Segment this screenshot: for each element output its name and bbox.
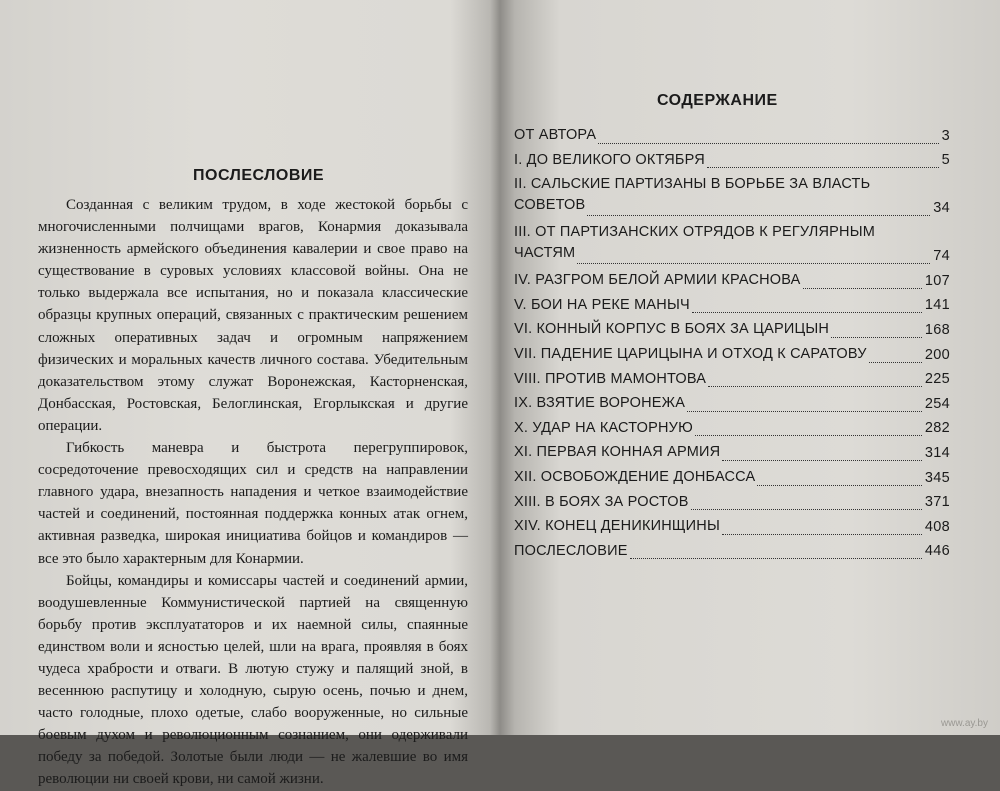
toc-title: ОТ АВТОРА: [514, 127, 597, 143]
toc-page: 34: [933, 200, 950, 217]
toc-entry: [514, 222, 950, 270]
toc-page: 225: [924, 371, 950, 388]
contents-heading: СОДЕРЖАНИЕ: [657, 92, 778, 109]
right-page: [502, 0, 1000, 735]
toc-leader: [695, 435, 922, 436]
toc-title: I. ДО ВЕЛИКОГО ОКТЯБРЯ: [514, 151, 705, 168]
toc-title: XI. ПЕРВАЯ КОННАЯ АРМИЯ: [514, 444, 721, 461]
toc-leader: [722, 460, 922, 461]
left-page: [0, 0, 498, 788]
paragraph-2: Гибкость маневра и быстрота перегруппировок, сосредоточение превосходящих сил и средств на направлении главного удара, внезапность нападения и четкое взаимодействие частей и соединений, постоянная поддержка конных атак огнем, активная разведка, широкая инициатива бойцов и командиров — все это было характерным для Конармии.: [38, 440, 468, 567]
toc-leader: [587, 215, 930, 216]
toc-entry: [514, 150, 950, 175]
toc-title: XII. ОСВОБОЖДЕНИЕ ДОНБАССА: [514, 468, 756, 485]
table-of-contents: [514, 125, 950, 565]
toc-entry: [514, 492, 950, 517]
afterword-text: [38, 194, 468, 791]
paragraph-1: Созданная с великим трудом, в ходе жестокой борьбы с многочисленными полчищами врагов, Конармия доказывала жизненность армейского объединения кавалерии и свое право на существование в суровых условиях классовой войны. Она не только выдержала все испытания, но и показала классические образцы крупных операций, связанных с практическим решением сложных оперативных задач и огромным напряжением физических и моральных качеств личного состава. Убедительным доказательством этому служат Воронежская, Касторненская, Донбасская, Ростовская, Белоглинская, Егорлыкская и другие операции.: [38, 197, 468, 434]
toc-entry: [514, 295, 950, 320]
toc-page: 314: [924, 444, 950, 461]
toc-entry: [514, 442, 950, 467]
toc-entry: [514, 467, 950, 492]
toc-page: 5: [941, 152, 950, 169]
paragraph-3: Бойцы, командиры и комиссары частей и соединений армии, воодушевленные Коммунистической партией на священную борьбу против эксплуататоров и их наемной силы, спаянные единством воли и ясностью целей, шли на врага, проявляя в боях чудеса храбрости и отваги. В лютую стужу и палящий зной, в весеннюю распутицу и холодную, сырую осень, почью и днем, часто голодные, плохо одетые, слабо вооруженные, но сильные боевым духом и революционным сознанием, они одерживали победу за победой. Золотые были люди — не жалевшие во имя революции ни своей крови, ни самой жизни.: [38, 572, 468, 788]
toc-leader: [692, 312, 922, 313]
toc-page: 282: [924, 420, 950, 437]
toc-leader: [722, 534, 922, 535]
toc-entry: [514, 174, 950, 222]
toc-page: 74: [933, 248, 950, 265]
toc-entry: [514, 369, 950, 394]
toc-entry: [514, 393, 950, 418]
toc-leader: [707, 167, 939, 168]
toc-entry: [514, 418, 950, 443]
toc-page: 345: [924, 469, 950, 486]
toc-title: IV. РАЗГРОМ БЕЛОЙ АРМИИ КРАСНОВА: [514, 272, 801, 289]
toc-page: 254: [924, 395, 950, 412]
toc-leader: [803, 288, 922, 289]
toc-title: ПОСЛЕСЛОВИЕ: [514, 542, 628, 559]
toc-entry: [514, 319, 950, 344]
toc-page: 168: [924, 321, 950, 338]
toc-leader: [598, 143, 938, 144]
toc-page: 3: [941, 127, 950, 144]
toc-page: 371: [924, 494, 950, 511]
toc-entry: [514, 270, 950, 295]
toc-page: 107: [924, 272, 950, 289]
toc-leader: [577, 263, 930, 264]
toc-title: XIII. В БОЯХ ЗА РОСТОВ: [514, 493, 689, 510]
toc-page: 446: [924, 543, 950, 560]
toc-leader: [630, 558, 922, 559]
toc-title: XIV. КОНЕЦ ДЕНИКИНЩИНЫ: [514, 518, 721, 535]
toc-leader: [687, 411, 922, 412]
toc-leader: [708, 386, 922, 387]
toc-title: X. УДАР НА КАСТОРНУЮ: [514, 419, 693, 436]
toc-page: 408: [924, 518, 950, 535]
toc-title: VI. КОННЫЙ КОРПУС В БОЯХ ЗА ЦАРИЦЫН: [514, 321, 830, 338]
toc-title: VIII. ПРОТИВ МАМОНТОВА: [514, 370, 707, 387]
toc-leader: [691, 509, 922, 510]
toc-page: 141: [924, 297, 950, 314]
watermark: www.ay.by: [940, 718, 988, 729]
afterword-heading: ПОСЛЕСЛОВИЕ: [193, 167, 325, 184]
toc-title: IX. ВЗЯТИЕ ВОРОНЕЖА: [514, 395, 686, 412]
toc-entry: [514, 541, 950, 566]
toc-title: III. ОТ ПАРТИЗАНСКИХ ОТРЯДОВ К РЕГУЛЯРНЫМ ЧАСТЯМ: [514, 224, 876, 262]
toc-leader: [869, 362, 922, 363]
toc-title: VII. ПАДЕНИЕ ЦАРИЦЫНА И ОТХОД К САРАТОВУ: [514, 345, 867, 362]
toc-title: II. САЛЬСКИЕ ПАРТИЗАНЫ В БОРЬБЕ ЗА ВЛАСТЬ СОВЕТОВ: [514, 176, 871, 214]
toc-page: 200: [924, 346, 950, 363]
toc-title: V. БОИ НА РЕКЕ МАНЫЧ: [514, 296, 690, 313]
toc-entry: [514, 344, 950, 369]
toc-leader: [831, 337, 922, 338]
toc-entry: [514, 516, 950, 541]
toc-leader: [757, 485, 922, 486]
toc-entry: [514, 125, 950, 150]
